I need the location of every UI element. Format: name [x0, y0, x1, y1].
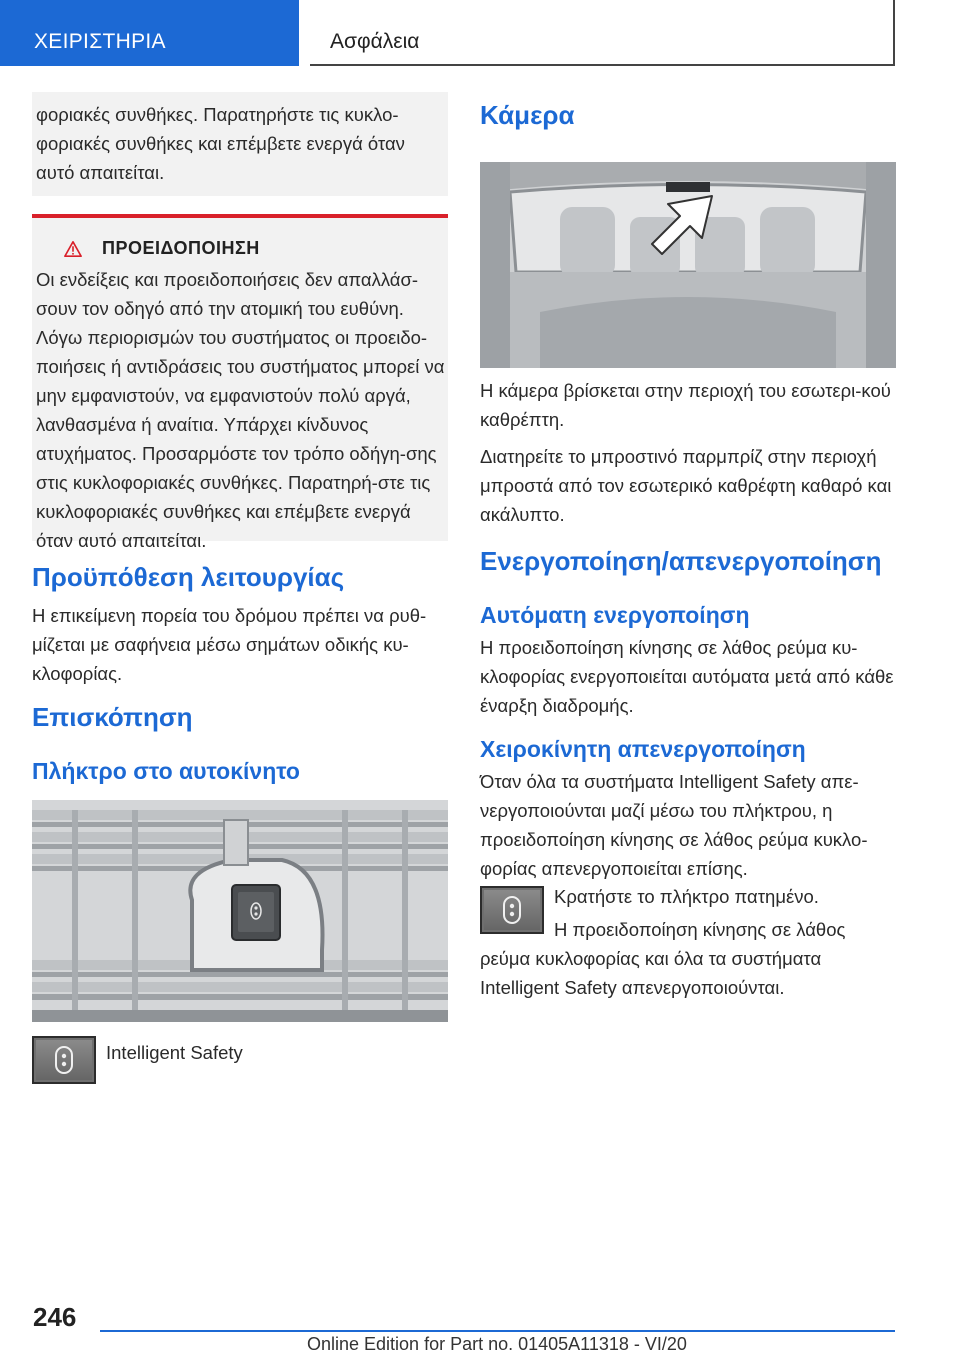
- camera-text-2: Διατηρείτε το μπροστινό παρμπρίζ στην περιοχή μπροστά από τον εσωτερικό καθρέφτη καθαρό και ακάλυπτο.: [480, 446, 892, 525]
- prerequisite-heading: Προϋπόθεση λειτουργίας: [32, 562, 345, 592]
- prerequisite-text: Η επικείμενη πορεία του δρόμου πρέπει να ρυθ-μίζεται με σαφήνεια μέσω σημάτων οδικής κυ-κλοφορίας.: [32, 605, 427, 684]
- prerequisite-section: [32, 562, 448, 688]
- intelligent-safety-button-icon: [53, 1045, 75, 1075]
- intelligent-safety-button: [32, 1036, 96, 1084]
- onoff-section: [480, 546, 896, 577]
- continuation-box: [32, 92, 448, 196]
- camera-section: [480, 100, 896, 131]
- warning-title: ΠΡΟΕΙΔΟΠΟΙΗΣΗ: [102, 238, 260, 258]
- step-action: Κρατήστε το πλήκτρο πατημένο.: [554, 886, 819, 907]
- auto-activation-section: [480, 602, 896, 720]
- page-number: 246: [33, 1302, 77, 1332]
- button-section: [32, 758, 448, 785]
- overview-heading: Επισκόπηση: [32, 702, 193, 732]
- warning-header: [64, 238, 448, 259]
- button-caption: Intelligent Safety: [106, 1042, 243, 1063]
- chapter-tab: [310, 0, 895, 66]
- manual-deactivation-section: [480, 736, 896, 883]
- camera-text-block: [480, 376, 896, 529]
- section-tab: [0, 0, 299, 66]
- onoff-heading: Ενεργοποίηση/απενεργοποίηση: [480, 546, 882, 576]
- manual-deactivation-heading: Χειροκίνητη απενεργοποίηση: [480, 736, 806, 762]
- car-button-photo: [32, 800, 448, 1022]
- section-tab-label: ΧΕΙΡΙΣΤΗΡΙΑ: [34, 30, 166, 53]
- camera-text-1: Η κάμερα βρίσκεται στην περιοχή του εσωτερι-κού καθρέπτη.: [480, 380, 891, 430]
- continuation-text: φοριακές συνθήκες. Παρατηρήστε τις κυκλο-φοριακές συνθήκες και επέμβετε ενεργά όταν αυτό απαιτείται.: [36, 104, 405, 183]
- step-result: Η προειδοποίηση κίνησης σε λάθος ρεύμα κυκλοφορίας και όλα τα συστήματα Intelligent Safety απενεργοποιούνται.: [480, 919, 846, 998]
- overview-section: [32, 702, 448, 733]
- auto-activation-text: Η προειδοποίηση κίνησης σε λάθος ρεύμα κυ-κλοφορίας ενεργοποιείται αυτόματα μετά από κάθε έναρξη διαδρομής.: [480, 637, 894, 716]
- camera-heading: Κάμερα: [480, 100, 575, 130]
- chapter-tab-label: Ασφάλεια: [330, 30, 420, 53]
- camera-photo: [480, 162, 896, 368]
- warning-box: [32, 214, 448, 551]
- edition-text: Online Edition for Part no. 01405A11318 - VI/20: [307, 1334, 687, 1354]
- footer-rule: [100, 1330, 895, 1332]
- auto-activation-heading: Αυτόματη ενεργοποίηση: [480, 602, 750, 628]
- warning-text: Οι ενδείξεις και προειδοποιήσεις δεν απαλλάσ-σουν τον οδηγό από την ατομική του ευθύνη. Λόγω περιορισμών του συστήματος οι προειδο-ποιήσεις ή αντιδράσεις του συστήματος μπορεί να μην εμφανιστούν, να εμφανιστούν πολύ αργά, λανθασμένα ή αναίτια. Υπάρχει κίνδυνος ατυχήματος. Προσαρμόστε τον τρόπο οδήγη-σης στις κυκλοφοριακές συνθήκες. Παρατηρή-στε τις κυκλοφοριακές συνθήκες και επέμβετε ενεργά όταν αυτό απαιτείται.: [36, 269, 445, 551]
- manual-deactivation-text: Όταν όλα τα συστήματα Intelligent Safety απε-νεργοποιούνται μαζί μέσω του πλήκτρου, η προειδοποίηση κίνησης σε λάθος ρεύμα κυκλο-φορίας απενεργοποιείται επίσης.: [480, 771, 868, 879]
- button-heading: Πλήκτρο στο αυτοκίνητο: [32, 758, 300, 784]
- warning-triangle-icon: [64, 240, 82, 258]
